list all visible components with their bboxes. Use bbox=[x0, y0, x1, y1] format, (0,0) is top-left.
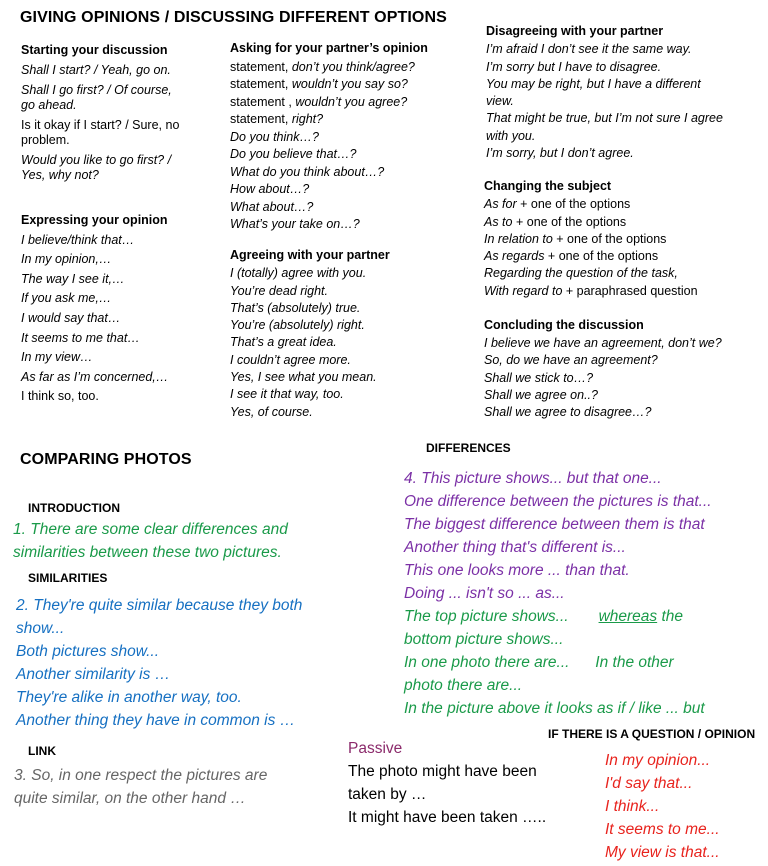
asking-line: statement, don’t you think/agree? bbox=[230, 59, 415, 74]
link-line: quite similar, on the other hand … bbox=[14, 790, 246, 807]
expressing-line: I believe/think that… bbox=[21, 232, 135, 247]
disagreeing-line: with you. bbox=[486, 128, 536, 143]
disagreeing-line: That might be true, but I’m not sure I agree bbox=[486, 111, 723, 126]
concluding-line: Shall we agree to disagree…? bbox=[484, 405, 652, 420]
concluding-section bbox=[484, 317, 764, 421]
similarities-line: show... bbox=[16, 620, 65, 637]
question-opinion-line: I think... bbox=[605, 798, 660, 815]
expressing-line: As far as I’m concerned,… bbox=[21, 369, 169, 384]
asking-line: Do you think…? bbox=[230, 129, 319, 144]
disagreeing-line: view. bbox=[486, 94, 514, 109]
concluding-line: Shall we stick to…? bbox=[484, 370, 594, 385]
differences-line: photo there are... bbox=[404, 677, 523, 694]
expressing-line: The way I see it,… bbox=[21, 271, 125, 286]
agreeing-line: I couldn’t agree more. bbox=[230, 352, 351, 367]
introduction-line: 1. There are some clear differences and bbox=[13, 521, 288, 538]
similarities-line: 2. They're quite similar because they both bbox=[16, 597, 303, 614]
expressing-line: In my view… bbox=[21, 350, 93, 365]
starting-line: Yes, why not? bbox=[21, 168, 99, 182]
changing-subject-section bbox=[484, 178, 759, 300]
agreeing-line: You’re (absolutely) right. bbox=[230, 318, 365, 333]
starting-line: Shall I start? / Yeah, go on. bbox=[21, 63, 171, 77]
page-title: GIVING OPINIONS / DISCUSSING DIFFERENT OPTIONS bbox=[20, 9, 447, 26]
introduction-line: similarities between these two pictures. bbox=[13, 544, 282, 561]
introduction-heading: INTRODUCTION bbox=[28, 501, 120, 515]
concluding-line: Shall we agree on..? bbox=[484, 387, 598, 402]
disagreeing-heading: Disagreeing with your partner bbox=[486, 24, 664, 38]
agreeing-line: That’s (absolutely) true. bbox=[230, 300, 361, 315]
differences-line: 4. This picture shows... but that one... bbox=[404, 470, 662, 487]
passive-line: It might have been taken ….. bbox=[348, 809, 547, 826]
changing-line: Regarding the question of the task, bbox=[484, 266, 678, 281]
similarities-line: Another similarity is … bbox=[16, 666, 171, 683]
concluding-heading: Concluding the discussion bbox=[484, 318, 644, 332]
concluding-line: I believe we have an agreement, don’t we? bbox=[484, 336, 722, 351]
starting-line: problem. bbox=[21, 133, 70, 147]
disagreeing-line: You may be right, but I have a different bbox=[486, 76, 701, 91]
disagreeing-line: I’m afraid I don’t see it the same way. bbox=[486, 42, 692, 57]
changing-line: In relation to + one of the options bbox=[484, 231, 667, 246]
differences-line: In one photo there are... In the other bbox=[404, 654, 674, 671]
asking-heading: Asking for your partner’s opinion bbox=[230, 41, 428, 55]
asking-line: statement , wouldn’t you agree? bbox=[230, 94, 408, 109]
expressing-line: I would say that… bbox=[21, 310, 121, 325]
question-opinion-line: In my opinion... bbox=[605, 752, 711, 769]
question-opinion-heading: IF THERE IS A QUESTION / OPINION bbox=[548, 727, 756, 741]
agreeing-line: Yes, of course. bbox=[230, 404, 313, 419]
differences-text bbox=[404, 467, 766, 720]
asking-line: What’s your take on…? bbox=[230, 217, 360, 231]
similarities-line: They're alike in another way, too. bbox=[16, 689, 242, 706]
changing-line: With regard to + paraphrased question bbox=[484, 283, 698, 298]
passive-line: The photo might have been bbox=[348, 763, 537, 780]
passive-heading: Passive bbox=[348, 740, 403, 757]
differences-line: Doing ... isn't so ... as... bbox=[404, 585, 565, 602]
differences-line: One difference between the pictures is that... bbox=[404, 493, 712, 510]
asking-line: What about…? bbox=[230, 199, 314, 214]
differences-line: In the picture above it looks as if / like ... but bbox=[404, 700, 705, 717]
expressing-line: It seems to me that… bbox=[21, 330, 140, 345]
expressing-line: In my opinion,… bbox=[21, 252, 112, 267]
similarities-line: Both pictures show... bbox=[16, 643, 160, 660]
question-opinion-text bbox=[605, 749, 765, 864]
starting-line: Would you like to go first? / bbox=[21, 153, 172, 167]
changing-heading: Changing the subject bbox=[484, 179, 612, 193]
differences-line: Another thing that's different is... bbox=[404, 539, 626, 556]
changing-line: As for + one of the options bbox=[484, 197, 631, 212]
asking-opinion-section bbox=[230, 40, 480, 234]
passive-line: taken by … bbox=[348, 786, 427, 803]
link-line: 3. So, in one respect the pictures are bbox=[14, 767, 268, 784]
expressing-line: I think so, too. bbox=[21, 389, 99, 404]
question-opinion-line: I'd say that... bbox=[605, 775, 693, 792]
agreeing-heading: Agreeing with your partner bbox=[230, 248, 390, 262]
differences-line: The biggest difference between them is that bbox=[404, 516, 705, 533]
similarities-text bbox=[16, 594, 361, 732]
differences-line: The top picture shows... whereas the bbox=[404, 608, 684, 625]
link-text bbox=[14, 764, 334, 810]
concluding-line: So, do we have an agreement? bbox=[484, 353, 658, 368]
disagreeing-line: I’m sorry, but I don’t agree. bbox=[486, 146, 634, 161]
asking-line: Do you believe that…? bbox=[230, 147, 357, 161]
disagreeing-section bbox=[486, 23, 761, 162]
expressing-heading: Expressing your opinion bbox=[21, 213, 168, 227]
agreeing-line: I (totally) agree with you. bbox=[230, 266, 367, 281]
asking-line: statement, wouldn’t you say so? bbox=[230, 77, 408, 91]
agreeing-line: You’re dead right. bbox=[230, 283, 328, 298]
asking-line: What do you think about…? bbox=[230, 164, 385, 179]
similarities-line: Another thing they have in common is … bbox=[16, 712, 296, 729]
differences-line: This one looks more ... than that. bbox=[404, 562, 630, 579]
starting-heading: Starting your discussion bbox=[21, 43, 168, 57]
disagreeing-line: I’m sorry but I have to disagree. bbox=[486, 59, 662, 74]
asking-line: statement, right? bbox=[230, 112, 324, 126]
comparing-photos-title: COMPARING PHOTOS bbox=[20, 451, 192, 468]
changing-line: As regards + one of the options bbox=[484, 249, 659, 264]
expressing-opinion-section bbox=[21, 211, 221, 407]
agreeing-line: I see it that way, too. bbox=[230, 387, 344, 402]
starting-discussion-section bbox=[21, 42, 221, 184]
passive-section bbox=[348, 737, 588, 829]
agreeing-section bbox=[230, 247, 480, 421]
starting-line: go ahead. bbox=[21, 98, 77, 112]
starting-line: Shall I go first? / Of course, bbox=[21, 83, 172, 97]
differences-heading: DIFFERENCES bbox=[426, 441, 511, 455]
asking-line: How about…? bbox=[230, 182, 310, 196]
question-opinion-line: My view is that... bbox=[605, 844, 720, 861]
changing-line: As to + one of the options bbox=[484, 214, 627, 229]
question-opinion-line: It seems to me... bbox=[605, 821, 720, 838]
similarities-heading: SIMILARITIES bbox=[28, 571, 108, 585]
link-heading: LINK bbox=[28, 744, 56, 758]
starting-line: Is it okay if I start? / Sure, no bbox=[21, 118, 180, 132]
differences-line: bottom picture shows... bbox=[404, 631, 564, 648]
introduction-text bbox=[13, 518, 353, 564]
expressing-line: If you ask me,… bbox=[21, 291, 112, 306]
agreeing-line: That’s a great idea. bbox=[230, 335, 337, 350]
agreeing-line: Yes, I see what you mean. bbox=[230, 370, 377, 385]
